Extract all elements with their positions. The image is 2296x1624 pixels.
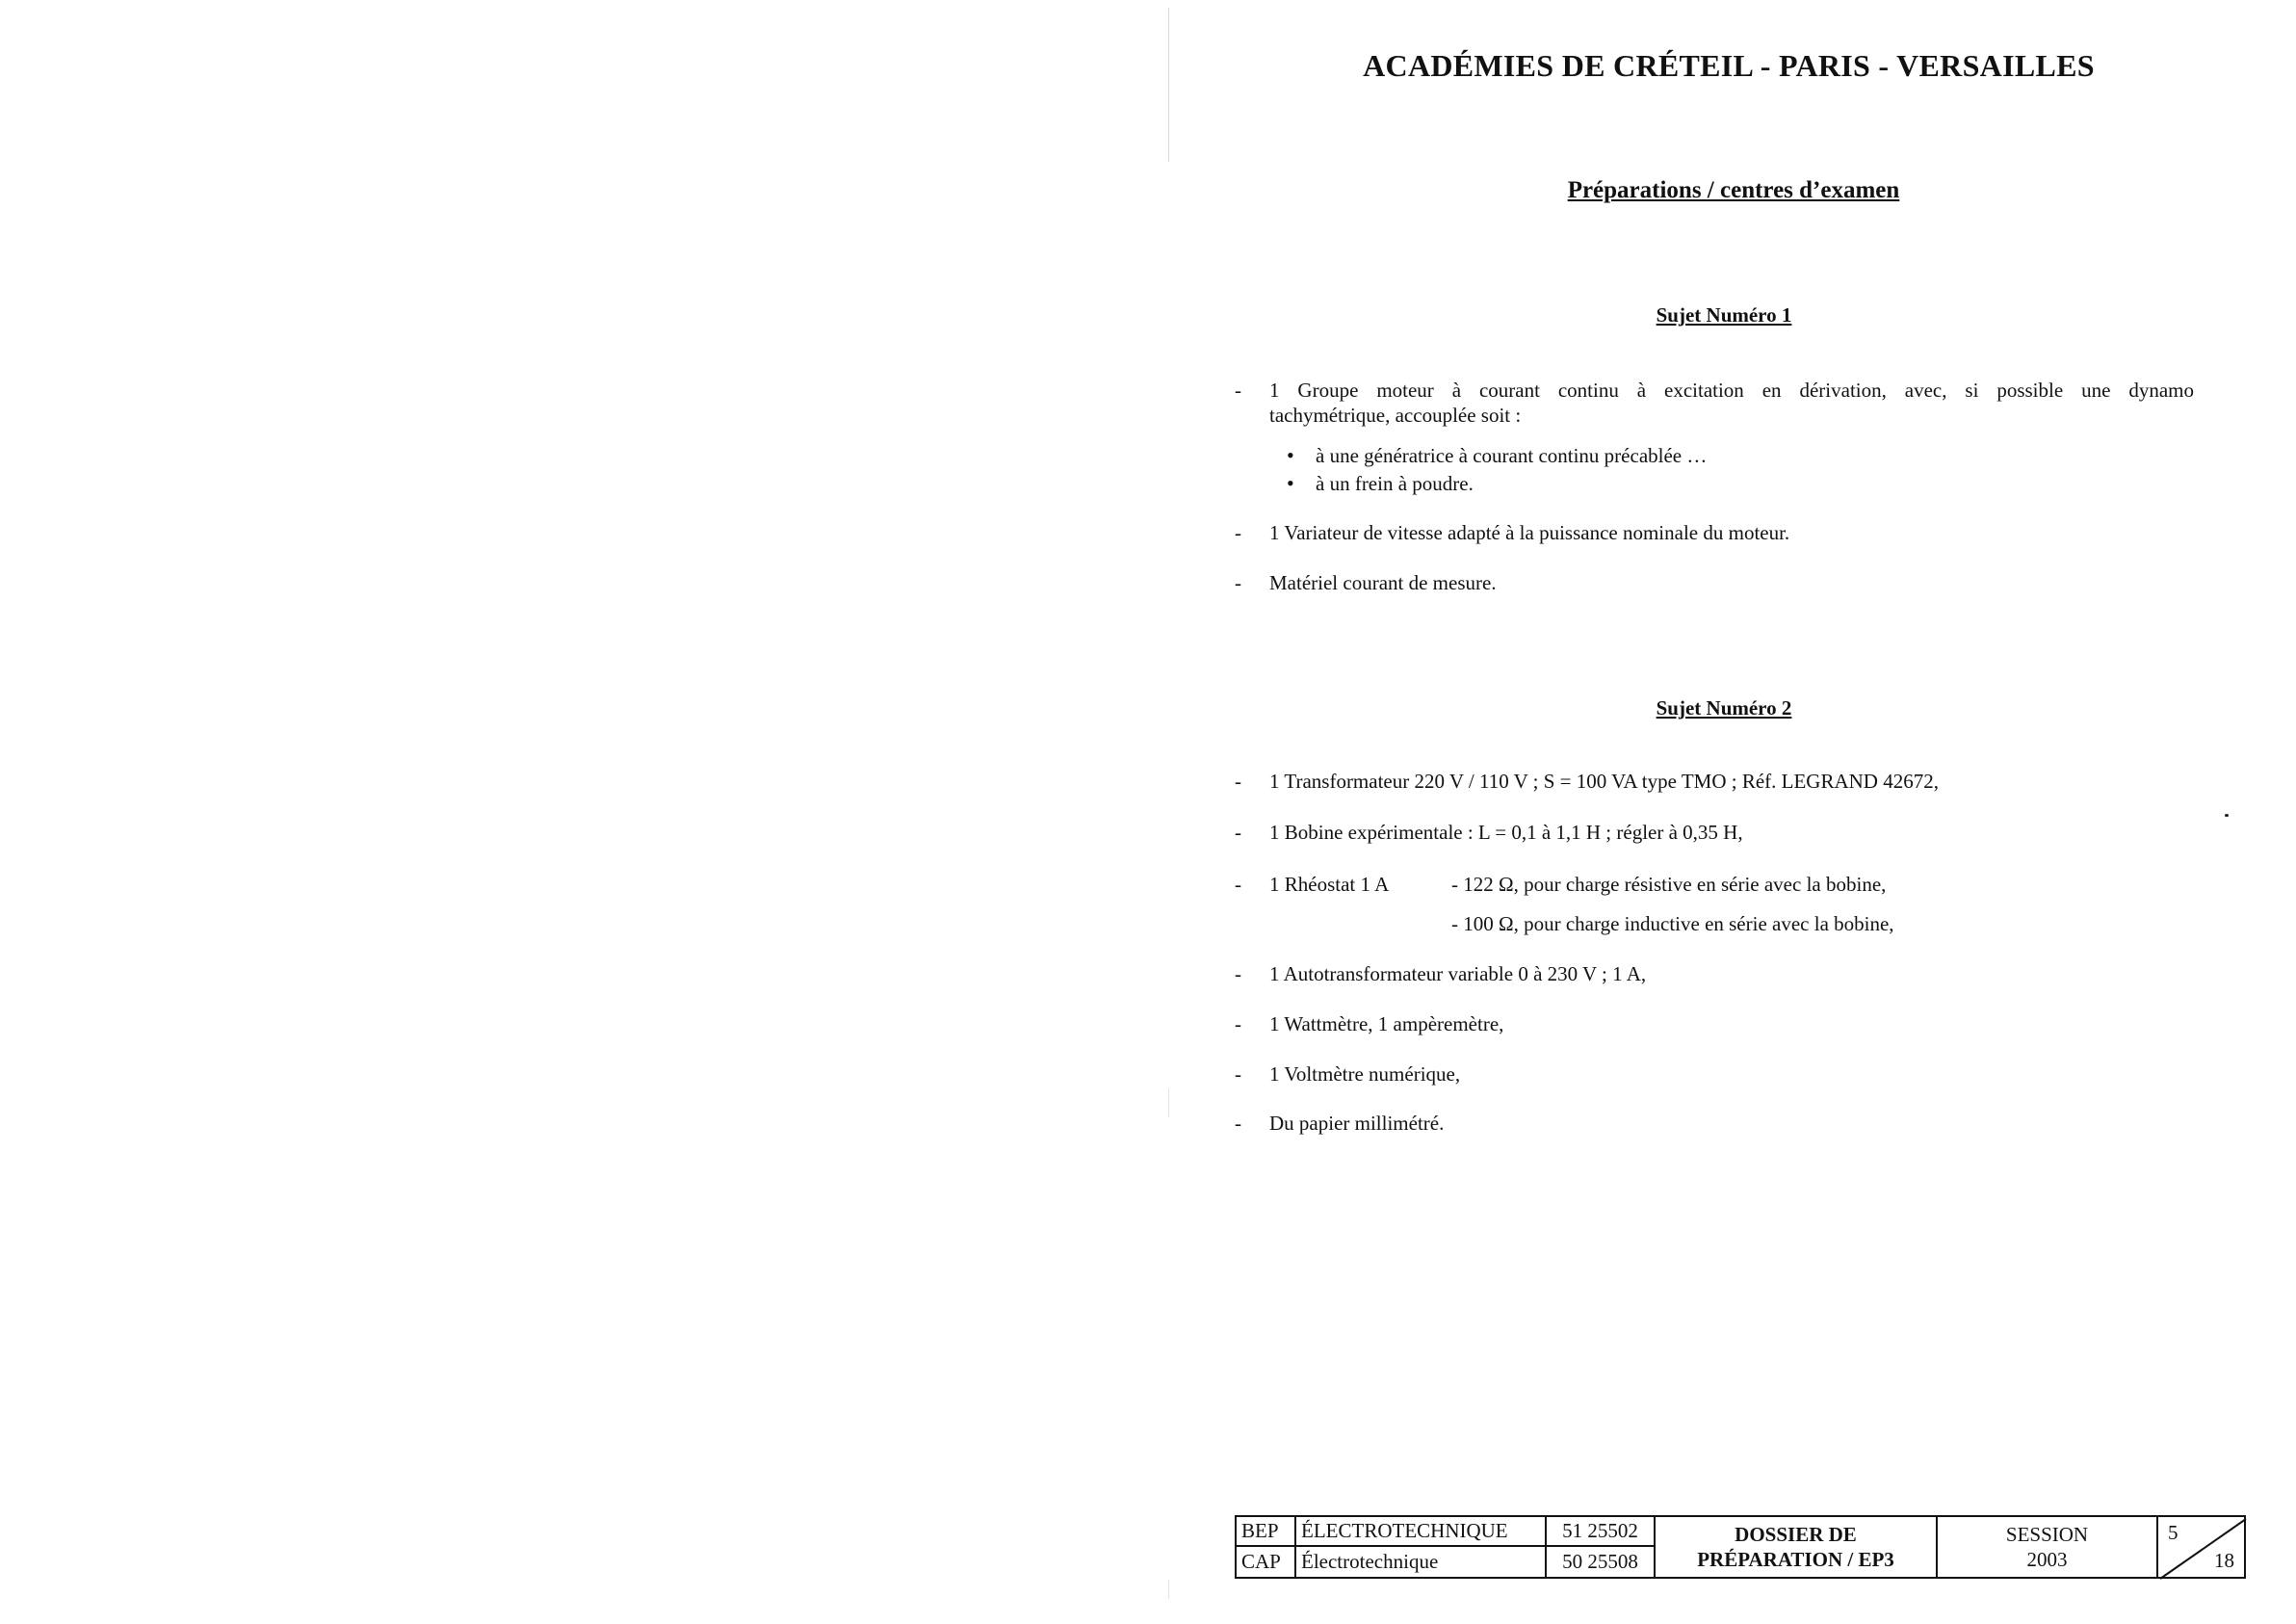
list-item-text: 1 Bobine expérimentale : L = 0,1 à 1,1 H ; régler à 0,35 H, [1269, 821, 1743, 844]
subject-2-title: Sujet Numéro 2 [1656, 696, 1792, 720]
page-number: 5 [2168, 1521, 2179, 1544]
footer-cartouche [1235, 1515, 2246, 1579]
level-cell: CAP [1235, 1545, 1296, 1579]
list-item-text: 1 Variateur de vitesse adapté à la puissance nominale du moteur. [1269, 521, 1790, 544]
specialty-cell: Électrotechnique [1294, 1545, 1547, 1579]
list-dash: - [1235, 379, 1241, 402]
list-item-line: 1 Groupe moteur à courant continu à excitation en dérivation, avec, si possible une dynamo [1269, 379, 2194, 402]
level-cell: BEP [1235, 1515, 1296, 1547]
bullet-item: • à un frein à poudre. [1287, 471, 1707, 499]
list-dash: - [1235, 821, 1241, 844]
list-item-text [1269, 378, 2194, 428]
subject-1-title: Sujet Numéro 1 [1656, 303, 1792, 327]
rheostat-note: - 122 Ω, pour charge résistive en série avec la bobine, [1451, 873, 1887, 896]
page-title: ACADÉMIES DE CRÉTEIL - PARIS - VERSAILLES [1363, 48, 2095, 83]
document-title-line: PRÉPARATION / EP3 [1697, 1548, 1894, 1571]
page-total: 18 [2214, 1549, 2234, 1572]
list-item-text: 1 Rhéostat 1 A [1269, 873, 1390, 896]
page-number-box [2156, 1515, 2246, 1579]
section-title: Préparations / centres d’examen [1567, 177, 1900, 203]
document-title-line: DOSSIER DE [1735, 1523, 1857, 1546]
bullet-item: • à une génératrice à courant continu précablée … [1287, 443, 1707, 471]
list-dash: - [1235, 1012, 1241, 1035]
page-fold-line [1168, 1580, 1169, 1599]
list-item-line: tachymétrique, accouplée soit : [1269, 404, 1522, 427]
session-year: 2003 [2026, 1548, 2068, 1571]
bullet-list [1287, 443, 1707, 499]
session-cell [1936, 1515, 2158, 1579]
list-dash: - [1235, 521, 1241, 544]
list-item-text: 1 Wattmètre, 1 ampèremètre, [1269, 1012, 1504, 1035]
document-title-cell [1654, 1515, 1938, 1579]
scan-speck [2225, 814, 2229, 817]
page-fold-line [1168, 8, 1169, 162]
page-fold-line [1168, 1088, 1169, 1117]
list-dash: - [1235, 1112, 1241, 1135]
list-dash: - [1235, 962, 1241, 985]
list-item-text: Du papier millimétré. [1269, 1112, 1445, 1135]
code-cell: 50 25508 [1545, 1545, 1656, 1579]
list-dash: - [1235, 571, 1241, 594]
list-item-text: 1 Voltmètre numérique, [1269, 1062, 1461, 1086]
session-label: SESSION [2005, 1523, 2089, 1546]
list-item-text: 1 Autotransformateur variable 0 à 230 V ; 1 A, [1269, 962, 1647, 985]
rheostat-note: - 100 Ω, pour charge inductive en série avec la bobine, [1451, 912, 1894, 935]
list-dash: - [1235, 770, 1241, 793]
list-item-text: 1 Transformateur 220 V / 110 V ; S = 100 VA type TMO ; Réf. LEGRAND 42672, [1269, 770, 1939, 793]
specialty-cell: ÉLECTROTECHNIQUE [1294, 1515, 1547, 1547]
code-cell: 51 25502 [1545, 1515, 1656, 1547]
list-dash: - [1235, 873, 1241, 896]
list-item-text: Matériel courant de mesure. [1269, 571, 1497, 594]
list-dash: - [1235, 1062, 1241, 1086]
